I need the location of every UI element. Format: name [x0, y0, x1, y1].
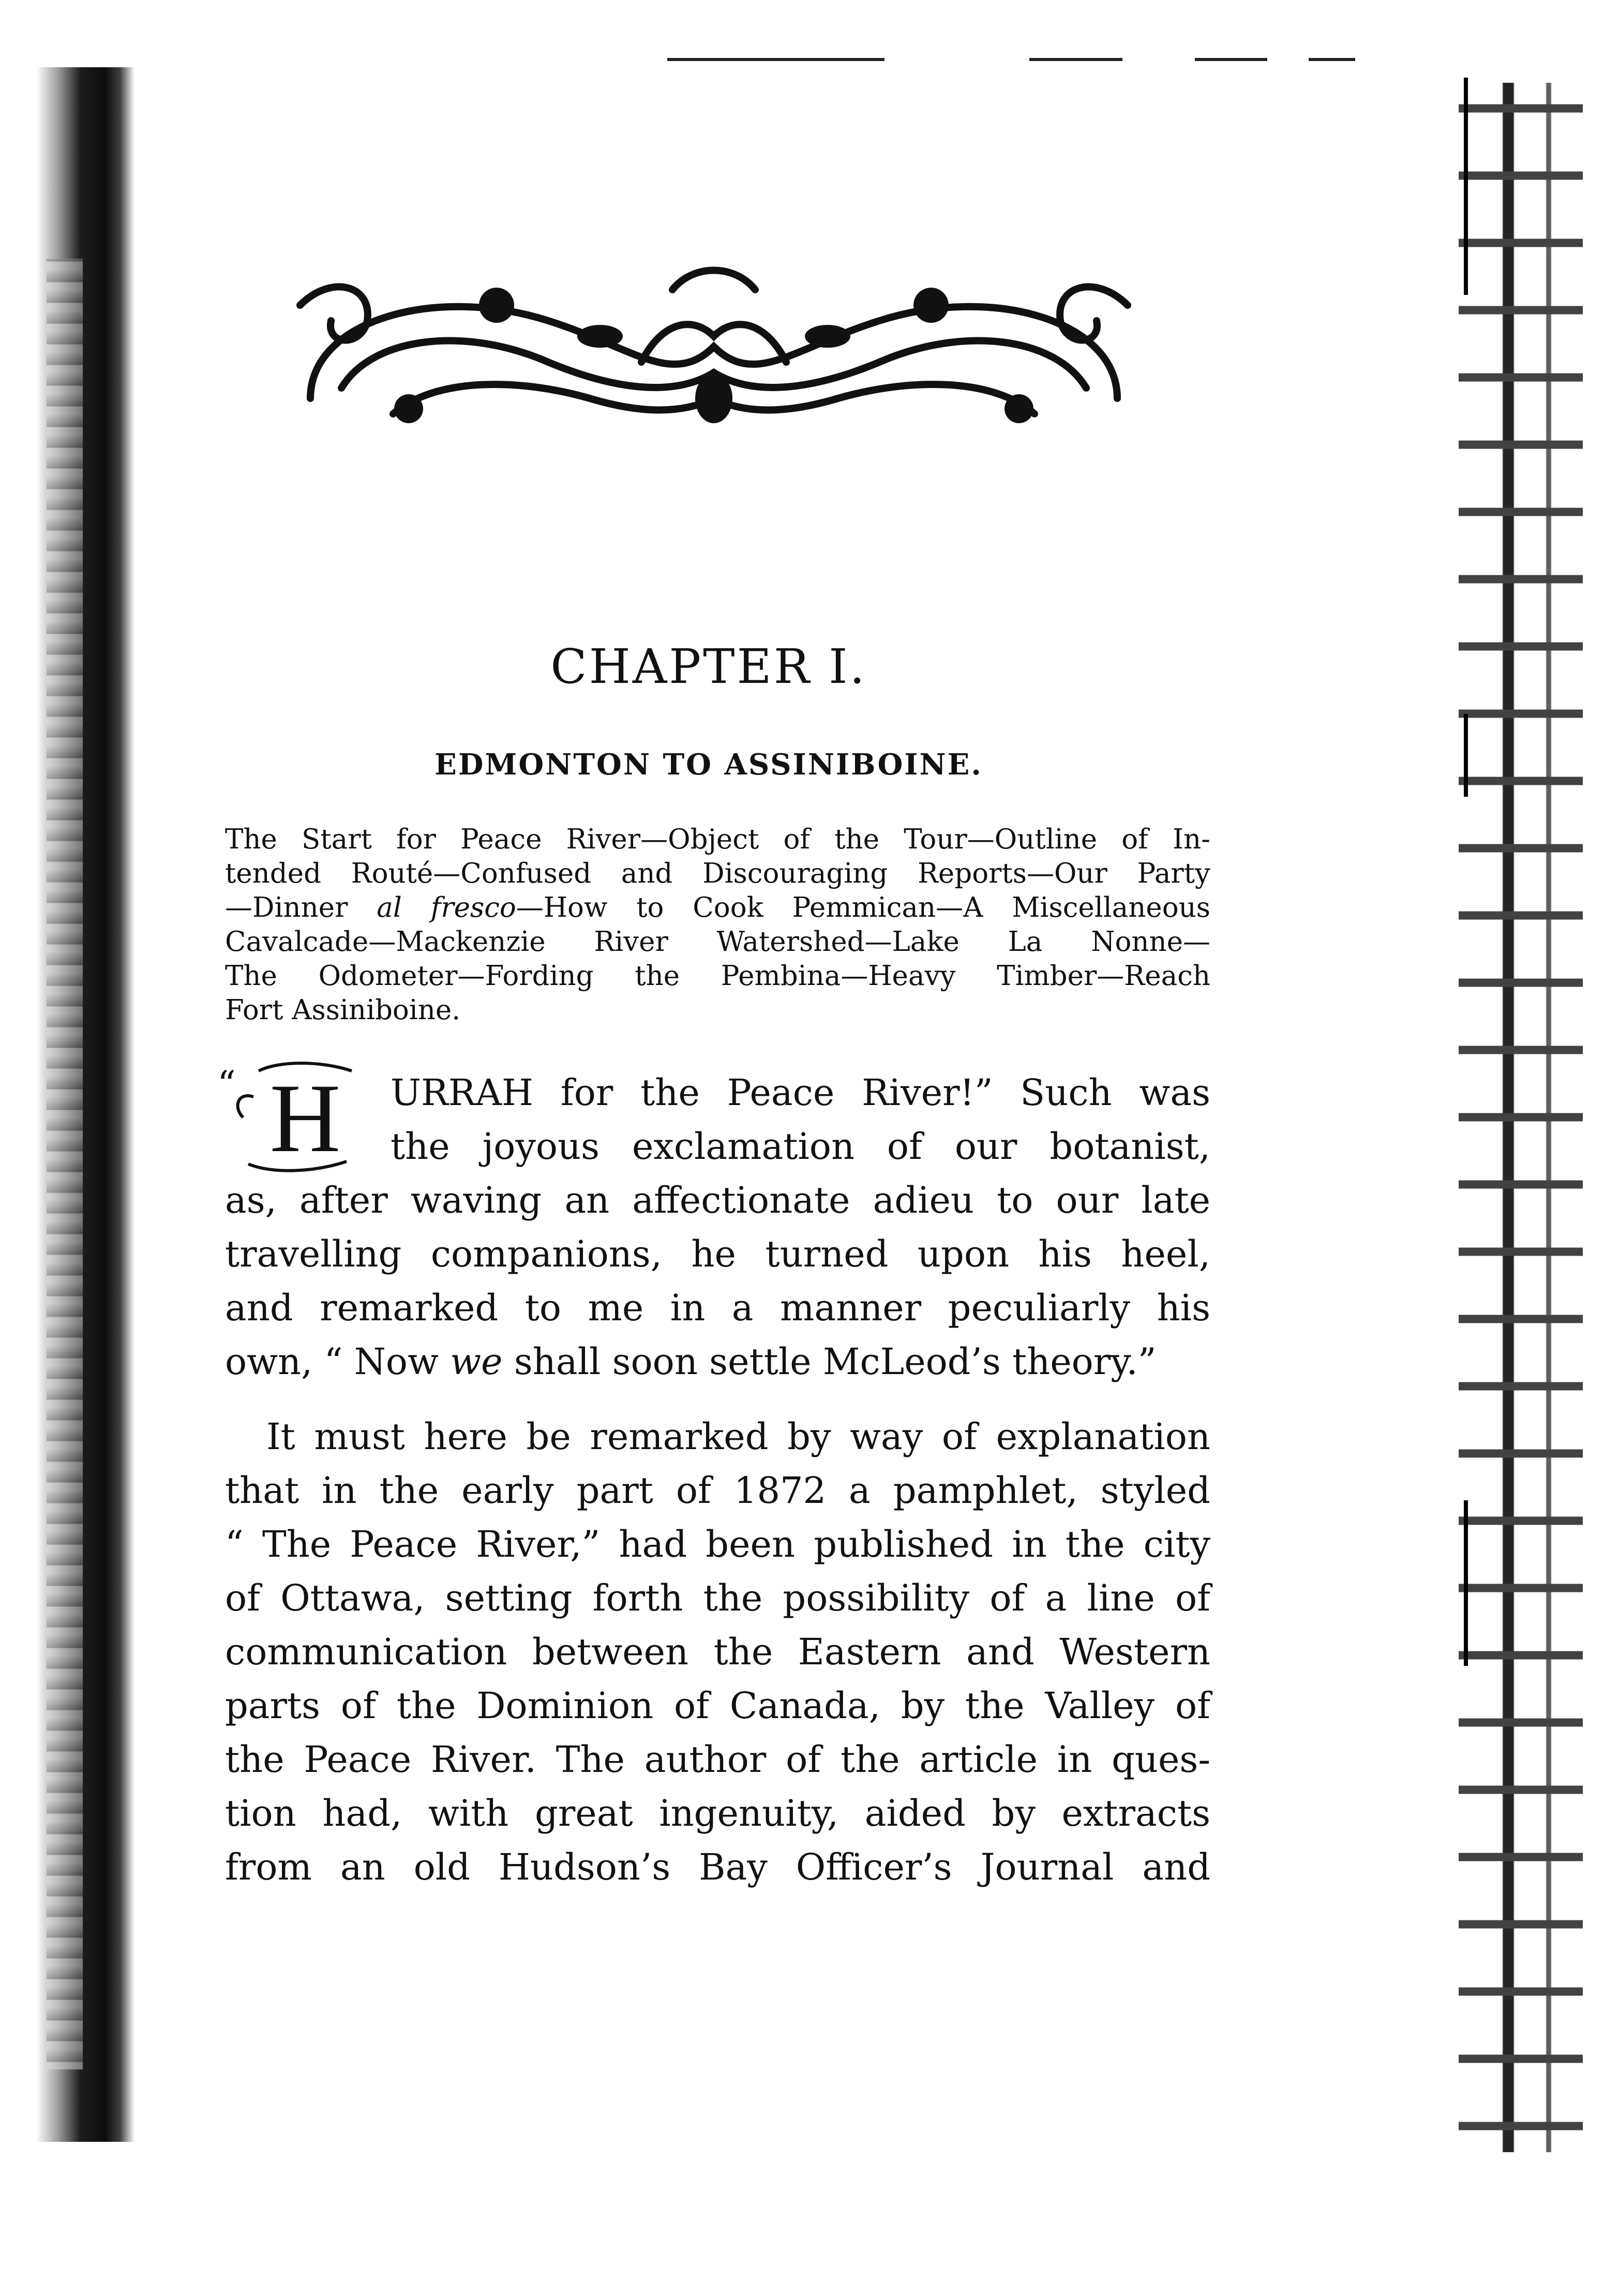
scan-mark [1195, 58, 1267, 61]
scan-mark [1029, 58, 1122, 61]
paragraph-line: It must here be remarked by way of explanation [266, 1415, 1210, 1458]
drop-cap-letter: H [269, 1064, 341, 1173]
paragraph-line: URRAH for the Peace River!” Such was [391, 1071, 1210, 1114]
paragraph-line: communication between the Eastern and Western [225, 1631, 1210, 1673]
paragraph-line: “ The Peace River,” had been published in the city [225, 1523, 1210, 1566]
scan-mark [667, 58, 885, 61]
paragraph-line: travelling companions, he turned upon his heel, [225, 1233, 1210, 1275]
synopsis-line: The Odometer—Fording the Pembina—Heavy Timber—Reach [225, 960, 1210, 992]
paragraph-line: and remarked to me in a manner peculiarly his [225, 1287, 1210, 1329]
paragraph-2 [225, 1410, 1210, 1894]
paragraph-1 [225, 1066, 1210, 1389]
chapter-synopsis [225, 823, 1210, 1027]
paragraph-line: as, after waving an affectionate adieu to our late [225, 1179, 1210, 1221]
synopsis-line: Fort Assiniboine. [225, 994, 461, 1026]
paragraph-line: from an old Hudson’s Bay Officer’s Journal and [225, 1846, 1210, 1888]
page-edge-line [1464, 714, 1468, 797]
paragraph-line: tion had, with great ingenuity, aided by extracts [225, 1792, 1210, 1835]
page-edge-line [1464, 78, 1468, 295]
scan-mark [1309, 58, 1355, 61]
torn-page-edge [1459, 83, 1583, 2152]
paragraph-line: of Ottawa, setting forth the possibility of a line of [225, 1577, 1210, 1619]
paragraph-line: the Peace River. The author of the article in ques- [225, 1738, 1210, 1781]
chapter-subtitle: EDMONTON TO ASSINIBOINE. [434, 748, 983, 782]
paragraph-line: own, “ Now we shall soon settle McLeod’s theory.” [225, 1340, 1157, 1383]
synopsis-line: Cavalcade—Mackenzie River Watershed—Lake La Nonne— [225, 926, 1210, 958]
synopsis-line: The Start for Peace River—Object of the Tour—Outline of In- [225, 824, 1210, 855]
paragraph-line: that in the early part of 1872 a pamphlet, styled [225, 1469, 1210, 1512]
opening-quote: “ [217, 1063, 236, 1106]
synopsis-line: —Dinner al fresco—How to Cook Pemmican—A Miscellaneous [225, 892, 1210, 923]
chapter-title: CHAPTER I. [550, 639, 867, 694]
binding-speckle [47, 259, 83, 2069]
paragraph-line: the joyous exclamation of our botanist, [391, 1125, 1210, 1168]
ornamental-headpiece [279, 243, 1148, 435]
paragraph-line: parts of the Dominion of Canada, by the Valley of [225, 1684, 1210, 1727]
page-edge-line [1464, 1500, 1468, 1666]
synopsis-line: tended Routé—Confused and Discouraging Reports—Our Party [225, 858, 1210, 889]
